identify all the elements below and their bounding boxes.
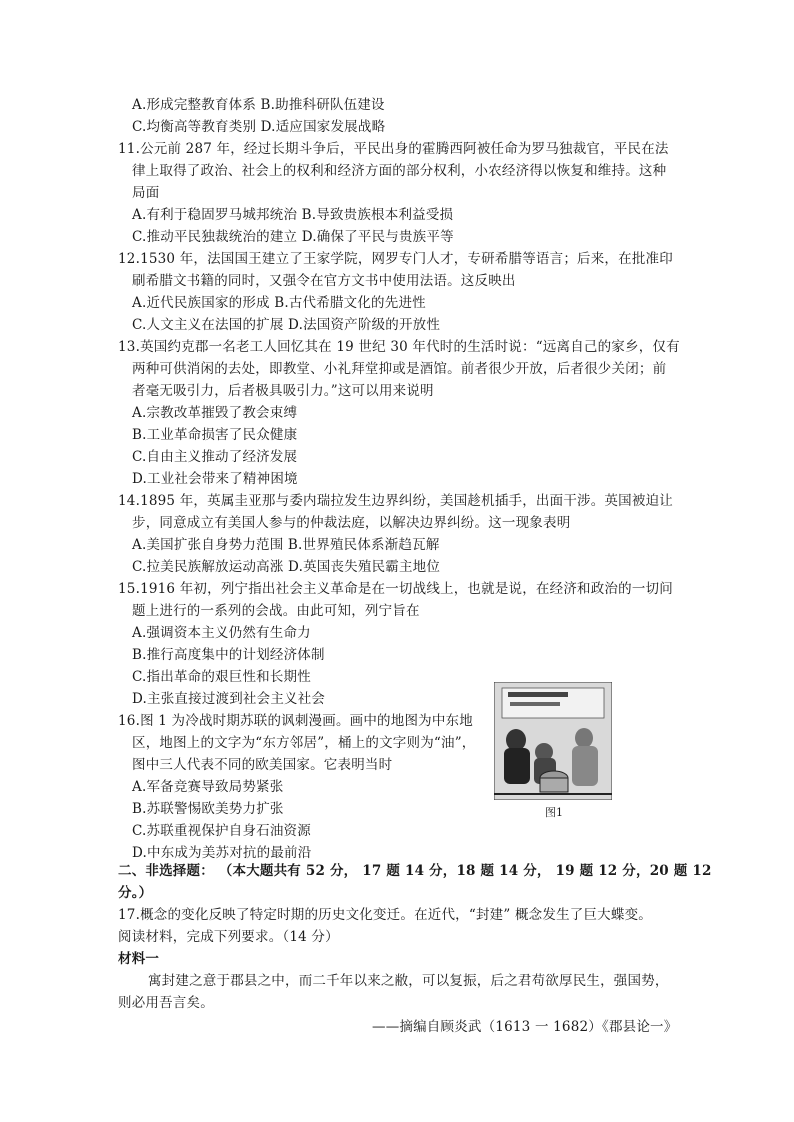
q17-stem-line: 阅读材料，完成下列要求。（14 分） [118, 929, 339, 945]
material-source: ——摘编自顾炎武（1613 一 1682）《郡县论一》 [372, 1019, 678, 1035]
q15-option: C.指出革命的艰巨性和长期性 [132, 669, 311, 685]
q15-stem-line: 15.1916 年初，列宁指出社会主义革命是在一切战线上，也就是说，在经济和政治的一切问 [118, 581, 673, 597]
section2-heading: 二、非选择题： （本大题共有 52 分， 17 题 14 分，18 题 14 分， 19 题 12 分，20 题 12 [118, 863, 712, 879]
q16-stem-line: 图中三人代表不同的欧美国家。它表明当时 [132, 757, 393, 773]
q16-option: A.军备竞赛导致局势紧张 [132, 779, 284, 795]
q16-option: B.苏联警惕欧美势力扩张 [132, 801, 284, 817]
q13-stem-line: 者毫无吸引力，后者极具吸引力。”这可以用来说明 [132, 383, 434, 399]
q16-option: C.苏联重视保护自身石油资源 [132, 823, 311, 839]
q11-stem-line: 11.公元前 287 年，经过长期斗争后，平民出身的霍腾西阿被任命为罗马独裁官，平民在法 [118, 141, 669, 157]
q10-options-cd: C.均衡高等教育类别 D.适应国家发展战略 [132, 119, 386, 135]
q13-option: C.自由主义推动了经济发展 [132, 449, 298, 465]
section2-heading-cont: 分。） [118, 885, 153, 901]
figure-caption: 图1 [545, 806, 563, 819]
q12-stem-line: 刷希腊文书籍的同时，又强令在官方文书中使用法语。这反映出 [132, 273, 516, 289]
q16-stem-line: 区，地图上的文字为“东方邻居”，桶上的文字则为“油”， [132, 735, 476, 751]
q15-option: B.推行高度集中的计划经济体制 [132, 647, 325, 663]
q13-stem-line: 两种可供消闲的去处，即教堂、小礼拜堂抑或是酒馆。前者很少开放，后者很少关闭；前 [132, 361, 667, 377]
q13-option: A.宗教改革摧毁了教会束缚 [132, 405, 298, 421]
q10-options-ab: A.形成完整教育体系 B.助推科研队伍建设 [132, 97, 385, 113]
material-title: 材料一 [118, 951, 160, 967]
q11-options-ab: A.有利于稳固罗马城邦统治 B.导致贵族根本利益受损 [132, 207, 454, 223]
q15-option: D.主张直接过渡到社会主义社会 [132, 691, 326, 707]
q15-stem-line: 题上进行的一系列的会战。由此可知，列宁旨在 [132, 603, 420, 619]
q14-options-ab: A.美国扩张自身势力范围 B.世界殖民体系渐趋瓦解 [132, 537, 440, 553]
q14-stem-line: 步，同意成立有美国人参与的仲裁法庭，以解决边界纠纷。这一现象表明 [132, 515, 571, 531]
q16-option: D.中东成为美苏对抗的最前沿 [132, 845, 312, 861]
q17-stem-line: 17.概念的变化反映了特定时期的历史文化变迁。在近代，“封建” 概念发生了巨大蝶变。 [118, 907, 652, 923]
q12-options-cd: C.人文主义在法国的扩展 D.法国资产阶级的开放性 [132, 317, 441, 333]
q14-options-cd: C.拉美民族解放运动高涨 D.英国丧失殖民霸主地位 [132, 559, 441, 575]
q11-options-cd: C.推动平民独裁统治的建立 D.确保了平民与贵族平等 [132, 229, 454, 245]
soviet-cartoon-image [494, 682, 612, 800]
q16-stem-line: 16.图 1 为冷战时期苏联的讽刺漫画。画中的地图为中东地 [118, 713, 473, 729]
material-text-line: 则必用吾言矣。 [118, 995, 214, 1011]
material-text-line: 寓封建之意于郡县之中，而二千年以来之敝，可以复振，后之君苟欲厚民生，强国势， [148, 973, 669, 989]
q11-stem-line: 局面 [132, 185, 160, 201]
q15-option: A.强调资本主义仍然有生命力 [132, 625, 311, 641]
q13-stem-line: 13.英国约克郡一名老工人回忆其在 19 世纪 30 年代时的生活时说：“远离自己的家乡，仅有 [118, 339, 680, 355]
q14-stem-line: 14.1895 年，英属圭亚那与委内瑞拉发生边界纠纷，美国趁机插手，出面干涉。英国被迫让 [118, 493, 673, 509]
q12-options-ab: A.近代民族国家的形成 B.古代希腊文化的先进性 [132, 295, 426, 311]
q13-option: B.工业革命损害了民众健康 [132, 427, 298, 443]
q13-option: D.工业社会带来了精神困境 [132, 471, 298, 487]
q11-stem-line: 律上取得了政治、社会上的权利和经济方面的部分权利，小农经济得以恢复和维持。这种 [132, 163, 667, 179]
q12-stem-line: 12.1530 年，法国国王建立了王家学院，网罗专门人才，专研希腊等语言；后来，在批准印 [118, 251, 673, 267]
